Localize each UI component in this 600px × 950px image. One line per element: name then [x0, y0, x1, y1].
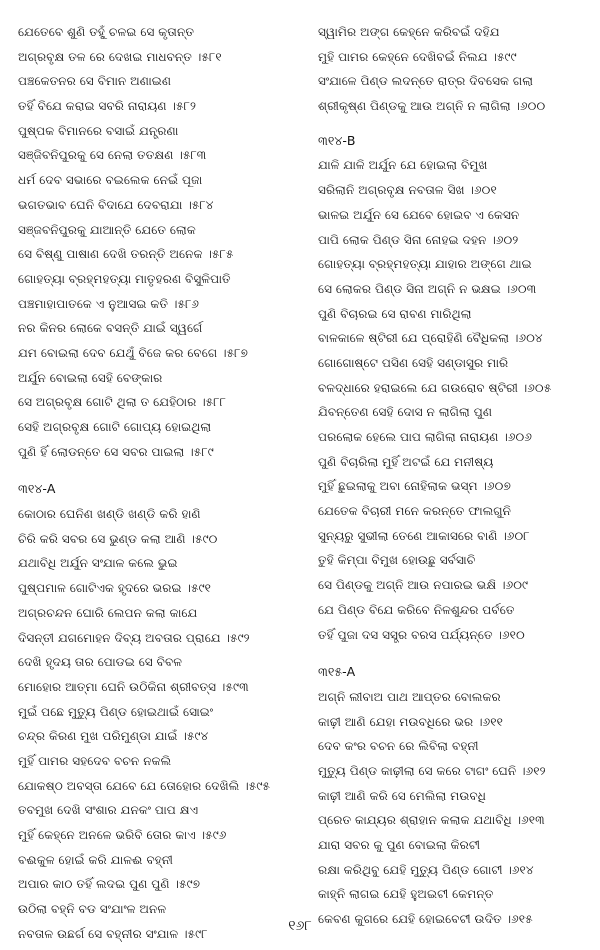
verse-line: ମୁତ୍ୟୁ ପିଣ୍ଡ କାଢ଼ୀଲା ସେ କରେ ଟାଗଂ ଘେନି ।୬୧୨ — [318, 763, 546, 778]
verse-line: ପଞ୍ଚମାହାପାତକେ ଏ ନୁଆସଇ କତି ।୫୮୬ — [18, 296, 200, 311]
verse-line: ସେ ଅଗ୍ରବୃକ୍ଷ ଗୋଟି ଥିଲା ତ ଯେହିଠାର ।୫୮୮ — [18, 395, 227, 410]
verse-block-1 — [18, 20, 293, 464]
verse-line: ଯମ ବୋଇଲା ଦେବ ଯେଥୁଁ ବିଜେ କର ବେଗେ ।୫୮୭ — [18, 345, 248, 360]
verse-line: ମୁଇଁ ପଛେ ମୁତ୍ୟୁ ପିଣ୍ଡ ହୋଇଥାଇଁ ସୋଇଂ — [18, 704, 214, 719]
verse-line: କେବଣ କୁଗରେ ଯେହି ହୋଇବେଟୀ ଉଦିତ ।୬୧୫ — [318, 912, 533, 927]
verse-line: ଅଗ୍ନି ଲୀବାଅ ପାଥ ଆପ୍ତର ବୋଲକର — [318, 689, 501, 704]
verse-line: ପୁଣି ହିଁ ଲୋଡନ୍ତେ ସେ ସବର ପାଇଲା ।୫୮୯ — [18, 444, 214, 459]
verse-line: ତୁହି କିମ୍ପା ବିମୁଖ ହୋଉଛୁ ସର୍ବସାଚି — [318, 553, 476, 568]
verse-line: ଦିସନ୍ତୀ ଯଗମୋହନ ଦିବ୍ୟ ଅବତାର ପ୍ରାଯେ ।୫୯୨ — [18, 630, 250, 645]
verse-line: ପୁଣି ବିଚାରଇ ସେ ରାବଣ ମାରିଥିଲା — [318, 306, 472, 321]
verse-line: ଭାଳଇ ଅର୍ଯୁନ ସେ ଯେବେ ହୋଇବ ଏ କେସନ — [318, 207, 520, 222]
verse-line: ସଞ୍ଜବନିପୁରକୁ ଯାଆନ୍ତି ଯେତେ ଲୋକ — [18, 222, 196, 237]
verse-line: ସେ ବିଷ୍ଣୁ ପାଷାଣ ଦେଖି ତରନ୍ତି ଅନେକ ।୫୮୫ — [18, 247, 234, 262]
right-column — [318, 20, 593, 932]
verse-line: ନର କିନର ଲୋକେ ବସନ୍ତି ଯାଇଁ ସ୍ୱର୍ଗେ — [18, 321, 203, 336]
verse-line: କାଢ଼ୀ ଆଣି ଯେହା ମଉବଧିରେ ଭର ।୬୧୧ — [318, 714, 503, 729]
verse-line: ସ୍ୱାମିର ଅଙ୍ଗ କେହ୍ନେ କରିବଇଁ ଦହିଯ — [318, 25, 500, 39]
verse-line: ଗୋହତ୍ୟା ବ୍ରହ୍ମହତ୍ୟା ମାତୃହରଣ ବିସୁଳିପାତି — [18, 271, 231, 286]
verse-line: ଦେବ କଂର ବଚନ ରେ ଲିବିଲା ବହ୍ନୀ — [318, 739, 479, 754]
verse-line: ପୁଷ୍ପକ ବିମାନରେ ବସାଇଁ ଯନ୍ତ୍ରଣା — [18, 123, 179, 138]
page-number: ୧୬୮ — [288, 918, 312, 934]
verse-line: ରକ୍ଷା କରିଥିବୁ ଯେହି ମୁତ୍ୟୁ ପିଣ୍ଡ ଗୋଟୀ ।୬୧୪ — [318, 862, 534, 877]
verse-line: ଯେ ପିଣ୍ଡ ବିଯେ କରିବେ ନିଳଶୁନ୍ଦର ପର୍ବତେ — [318, 602, 515, 617]
verse-line: ମୁହି ପାମର କେହ୍ନେ ଦେଖିବଇଁ ନିଲଯ ।୫୯୯ — [318, 49, 517, 64]
verse-line: ସଂଯାଳେ ପିଣ୍ଡ ଲଦନ୍ତେ ରାତ୍ର ଦିବସେକ ଗଲା — [318, 74, 534, 89]
verse-line: ପରଲୋକ ହେଲେ ପାପ ଲାଗିଲା ନାରାୟଣ ।୬୦୬ — [318, 430, 532, 444]
verse-line: ଭଗତଭାବ ଘେନି ବିଦାଯେ ଦେବରାଯା ।୫୮୪ — [18, 197, 214, 212]
verse-line: ପୁଣି ବିଚାରିଲା ମୁହିଁ ଅଟଇଁ ଯେ ମନୀଷ୍ୟ — [318, 454, 494, 469]
verse-line: ଗୋହତ୍ୟା ବ୍ରହ୍ମହତ୍ୟା ଯାହାର ଅଙ୍ଗେ ଥାଇ — [318, 257, 532, 272]
verse-block-3 — [318, 20, 593, 119]
verse-line: ଚିରି କରି ସବର ସେ ଭୁଣ୍ଡ କଲା ଆଣି ।୫୯୦ — [18, 531, 218, 546]
verse-line: ନବତାଳ ଉଛର୍ଗ ସେ ବହ୍ନୀର ସଂଯାଳ ।୫୯୮ — [18, 926, 208, 941]
verse-line: ଅର୍ଯୁନ ବୋଇଲା ସେହି ବେଙ୍କାର — [18, 370, 163, 385]
verse-line: ବାଳକାଳେ ଷ୍ଟିରୀ ଯେ ପ୍ରୋହିଣି ବୈଧିକଲା ।୬୦୪ — [318, 331, 543, 346]
verse-line: ସଞ୍ଜିବନିପୁରକୁ ସେ ନେଲା ତତକ୍ଷଣ ।୫୮୩ — [18, 148, 207, 163]
verse-line: ପାପି ଲୋକ ପିଣ୍ଡ ସିନା ନୋହଇ ଦହନ ।୬୦୨ — [318, 232, 519, 247]
verse-line: ଶ୍ରୀକୃଷ୍ଣ ପିଣ୍ଡକୁ ଆଉ ଅଗ୍ନି ନ ଲାଗିଲା ।୬୦୦ — [318, 99, 546, 114]
verse-line: ପଞ୍ଚକେତନର ସେ ବିମାନ ଅଣାଇଣ — [18, 74, 172, 89]
verse-block-2 — [18, 502, 293, 946]
section-heading-314a: ୩୧୪-A — [18, 481, 56, 497]
verse-line: ତହିଁ ପୁଜା ଦସ ସସ୍ତ୍ର ବରସ ପର୍ଯ୍ୟନ୍ତେ ।୬୧୦ — [318, 627, 525, 642]
verse-line: ପ୍ରେତ କାଯ୍ୟର ଶ୍ରାହାନ କଲାକ ଯଥାବିଧି ।୬୧୩ — [318, 813, 545, 828]
verse-line: ସେହି ଅଗ୍ରବୃକ୍ଷ ଗୋଟି ଗୋପ୍ୟ ହୋଇଥିଲା — [18, 420, 212, 434]
verse-line: ଯଥାବିଧି ଅର୍ଯୁନ ସଂଯାଳ କଲେ ଭୁଇ — [18, 556, 178, 571]
verse-line: କାହ୍ନି ଲାଗଇ ଯେହି ହୁଅଇଟୀ କେମନ୍ତ — [318, 887, 494, 902]
verse-line: ସେ ପିଣ୍ଡକୁ ଅଗ୍ନି ଆଉ ନପାରଇ ଭକ୍ଷି ।୬୦୯ — [318, 578, 529, 593]
verse-line: ତବମୁଖ ଦେଖି ସଂଶାର ଯନକଂ ପାପ କ୍ଷଏ — [18, 803, 199, 818]
left-column — [18, 20, 293, 946]
verse-line: ମୁହିଁ ପାମର ସହଦେବ ବଚନ ନକଲି — [18, 753, 172, 768]
section-heading-315a: ୩୧୫-A — [318, 664, 356, 680]
verse-line: ପୁଷ୍ପମାଳ ଗୋଟିଏକ ହୃଦରେ ଭରଇ ।୫୯୧ — [18, 581, 211, 596]
verse-line: ଅଗ୍ରବୃକ୍ଷ ତଳ ରେ ଦେଖଇ ମାଧବନ୍ତ ।୫୮୧ — [18, 49, 222, 64]
verse-line: ଯିବନ୍ତେଣ ସେହି ଦୋସ ନ ଲାଗିଲା ପୁଣ — [318, 405, 493, 420]
verse-line: ଗୋଗୋଷ୍ଟେ ପସିଣ ସେହି ସଣ୍ଡାସୁର ମାରି — [318, 355, 509, 370]
verse-line: ଅଗ୍ରଚନ୍ଦନ ଘୋରି ଲେପନ କଲା କାଯେ — [18, 605, 198, 620]
verse-line: ଅପାର କାଠ ତହିଁ ଲଦଇ ପୁଣ ପୁଣି ।୫୯୭ — [18, 877, 201, 892]
verse-line: ସରିଲାନି ଅଗ୍ରବୃକ୍ଷ ନବତାଳ ସିଖ ।୬୦୧ — [318, 183, 497, 198]
verse-line: କାଢ଼ୀ ଆଣି କରି ସେ ମେଲିଲା ମଉବଧି — [318, 788, 487, 803]
verse-line: ବଳଦ୍ଧାରେ ହରାଇଲେ ଯେ ଗଉରୋବ ଷ୍ଟିରୀ ।୬୦୫ — [318, 380, 552, 395]
verse-line: କୋଠାର ଘେନିଣ ଖଣ୍ଡି ଖଣ୍ଡି କରି ହାଣି — [18, 507, 201, 522]
verse-line: ମୋହୋର ଆତ୍ମା ଘେନି ଉଠିକିନା ଶ୍ରୀବତ୍ସ ।୫୯୩ — [18, 679, 249, 694]
verse-line: ମୁହିଁ କେହ୍ନେ ଅନଳେ ଭରିବି ତୋର କାଏ ।୫୯୬ — [18, 828, 227, 842]
verse-line: ଚନ୍ଦ୍ର କିରଣ ମୁଖ ପରିମୁଣ୍ଡା ଯାଇଁ ।୫୯୪ — [18, 729, 209, 744]
verse-line: ଦେଖି ହୃଦୟ ତାର ପୋଡଇ ସେ ବିବଳ — [18, 655, 183, 670]
verse-line: ସୁନ୍ୟରୁ ସୁଭୀଲା ତେଣେ ଆକାସରେ ବାଣି ।୬୦୮ — [318, 528, 530, 543]
verse-line: ତହିଁ ବିଯେ କରାଇ ସବରି ନାରାୟଣ ।୫୮୨ — [18, 99, 197, 114]
verse-block-5 — [318, 685, 593, 932]
verse-line: ଯେତେକ ବିଚାରୀ ମନେ କରନ୍ତେ ଫାଲଗୁନି — [318, 504, 512, 519]
verse-line: ଯୋକଷ୍ଠ ଅବସ୍ତା ଯେବେ ଯେ ତୋହୋର ଦେଖିଲି ।୫୯୫ — [18, 778, 270, 793]
verse-line: ଧର୍ମ ଦେବ ସଭାରେ ବଇଲେକ ନେଇଁ ପୂଜା — [18, 173, 203, 188]
verse-line: ଉଠିଲା ବହ୍ନି ବଡ ସଂଯାଂଳ ଅନଳ — [18, 902, 167, 917]
verse-line: ଯାଳି ଯାଳି ଅର୍ଯୁନ ଯେ ହୋଇଲା ବିମୁଖ — [318, 158, 488, 173]
verse-line: ବଈକୁଳ ହୋଇଁ କରି ଯାଳଈ ବହ୍ନୀ — [18, 852, 173, 867]
verse-line: ସେ ଲୋକର ପିଣ୍ଡ ସିନା ଅଗ୍ନି ନ ଭକ୍ଷଇ ।୬୦୩ — [318, 281, 537, 296]
verse-block-4 — [318, 153, 593, 647]
verse-line: ମୁହିଁ ଛୁଇଲାକୁ ଅବା ନୋହିଲାକ ଭସ୍ମ ।୬୦୭ — [318, 479, 511, 494]
section-heading-314b: ୩୧୪-B — [318, 132, 356, 148]
verse-line: ଯେତେବେ ଶୁଣି ତହୁଁ ଚଳଇ ସେ କୃତାନ୍ତ — [18, 25, 195, 39]
verse-line: ଯାରା ସବର କୁ ପୁଣ ବୋଇଲା କିରଟୀ — [318, 838, 481, 852]
